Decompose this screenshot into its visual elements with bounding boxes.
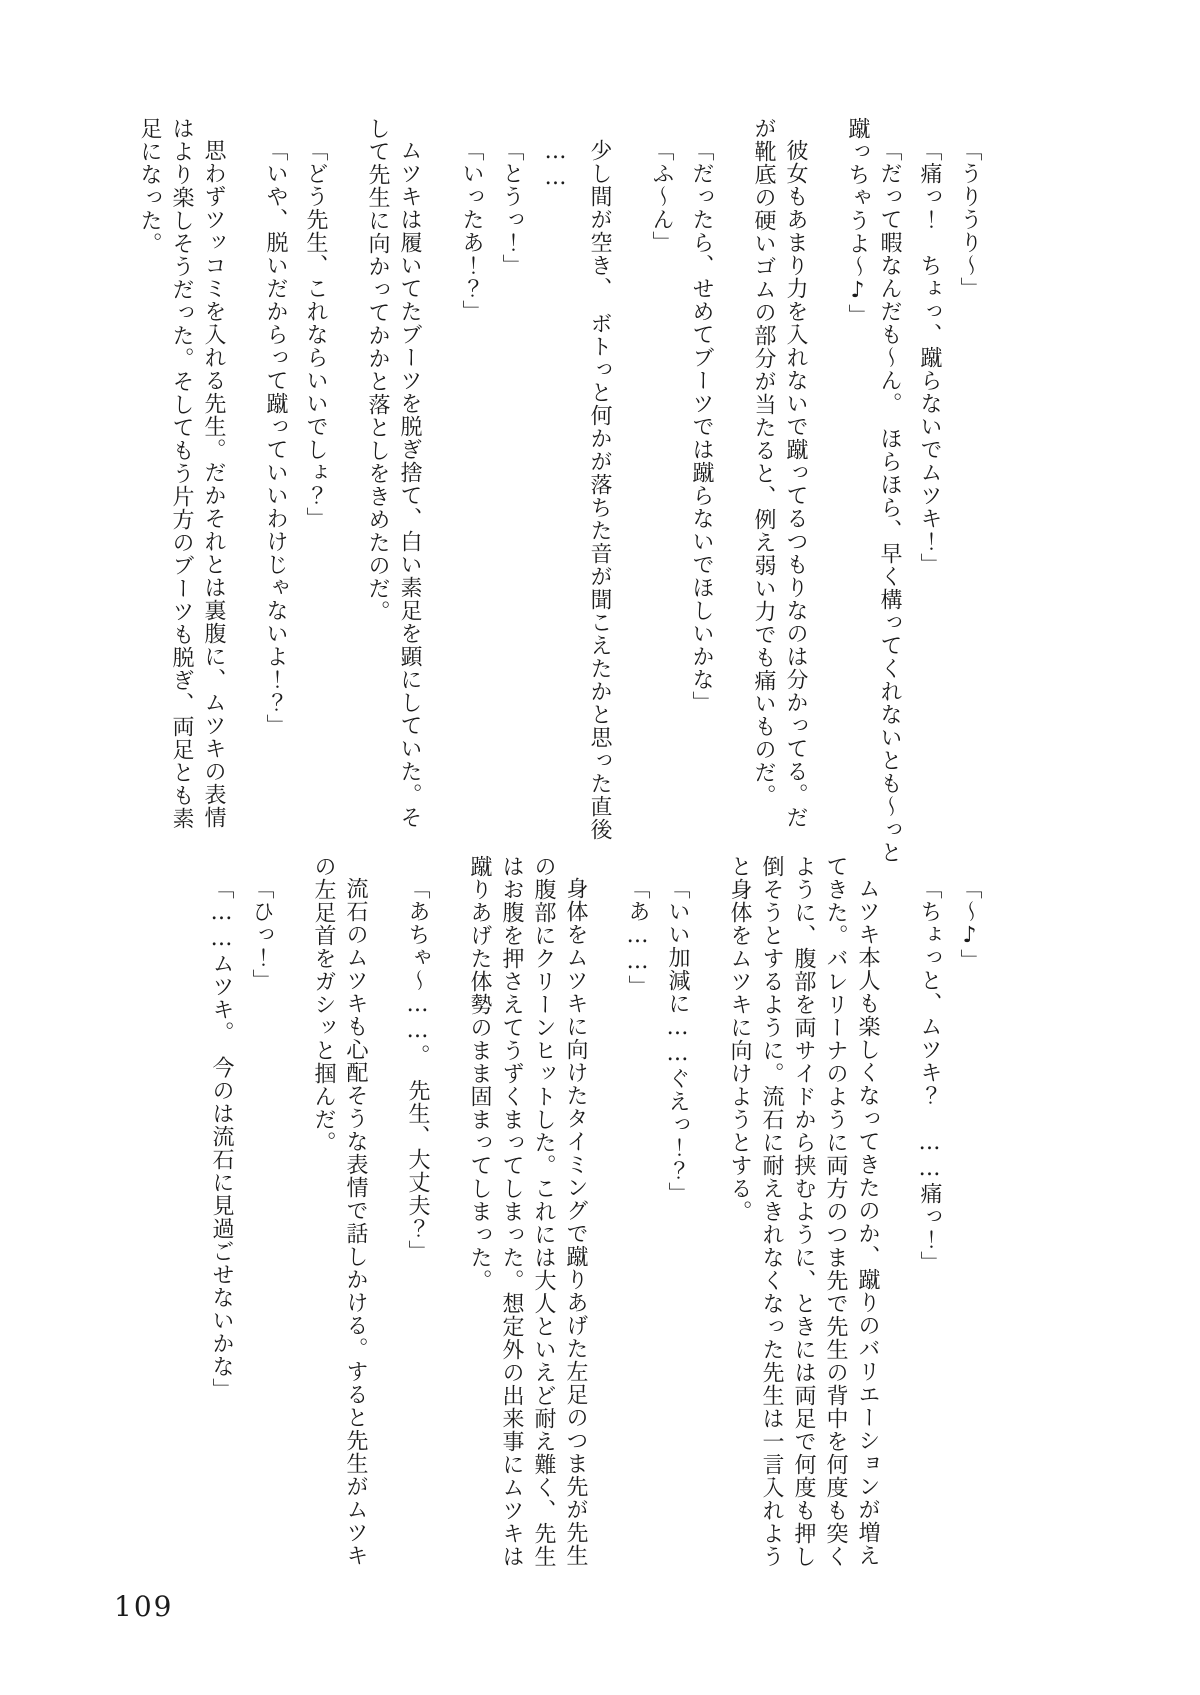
narrative-paragraph <box>361 117 425 917</box>
narrative-line: 少し間が空き、 ボトっと何かが落ちた音が聞こえたかと思った直後 <box>587 139 612 841</box>
dialogue-paragraph <box>953 855 985 1655</box>
dialogue-line: 「あちゃ～……。 先生、大丈夫？」 <box>405 877 430 1263</box>
narrative-line: 身体をムツキに向けたタイミングで蹴りあげた左足のつま先が先生 <box>563 877 588 1567</box>
dialogue-paragraph <box>259 117 291 917</box>
dialogue-line: 「どう先生、これならいいでしょ？」 <box>303 139 328 530</box>
narrative-line: の腹部にクリーンヒットした。これには大人といえど耐え難く、先生 <box>531 855 556 1568</box>
dialogue-line: 「いったあ！？」 <box>459 139 484 323</box>
narrative-line: てきた。バレリーナのように両方のつま先で先生の背中を何度も突く <box>823 855 848 1568</box>
narrative-paragraph <box>307 855 371 1655</box>
dialogue-line: 「～♪」 <box>957 877 982 972</box>
dialogue-paragraph <box>913 117 945 917</box>
narrative-line: ムツキ本人も楽しくなってきたのか、蹴りのバリエーションが増え <box>855 877 880 1567</box>
narrative-line: 足になった。 <box>137 117 162 255</box>
narrative-line: 流石のムツキも心配そうな表情で話しかける。すると先生がムツキ <box>343 877 368 1567</box>
dialogue-line: 「いや、脱いだからって蹴っていいわけじゃないよ！？」 <box>263 139 288 737</box>
narrative-paragraph <box>463 855 591 1655</box>
dialogue-line: 「あ……」 <box>625 877 650 998</box>
ellipsis-line: …… <box>543 139 568 191</box>
dialogue-line: 「ちょっと、ムツキ？ ……痛っ！」 <box>917 877 942 1274</box>
upper-text-block <box>133 117 985 917</box>
narrative-paragraph <box>723 855 883 1655</box>
narrative-paragraph <box>747 117 811 917</box>
narrative-line: はより楽しそうだった。そしてもう片方のブーツも脱ぎ、両足とも素 <box>169 117 194 830</box>
dialogue-line: 「……ムツキ。 今のは流石に見過ごせないかな」 <box>209 877 234 1401</box>
narrative-line: して先生に向かってかかと落としをきめたのだ。 <box>365 117 390 623</box>
dialogue-line: 「だったら、せめてブーツでは蹴らないでほしいかな」 <box>689 139 714 714</box>
dialogue-paragraph <box>661 855 693 1655</box>
narrative-line: の左足首をガシッと掴んだ。 <box>311 855 336 1154</box>
dialogue-paragraph <box>645 117 677 917</box>
dialogue-paragraph <box>401 855 433 1655</box>
dialogue-line: 「痛っ！ ちょっ、蹴らないでムツキ！」 <box>917 139 942 576</box>
narrative-line: が靴底の硬いゴムの部分が当たると、例え弱い力でも痛いものだ。 <box>751 117 776 807</box>
narrative-line: 思わずツッコミを入れる先生。だかそれとは裏腹に、ムツキの表情 <box>201 139 226 829</box>
dialogue-line: 「だって暇なんだも～ん。 ほらほら、早く構ってくれないとも～っと <box>877 139 902 864</box>
narrative-line: はお腹を押さえてうずくまってしまった。想定外の出来事にムツキは <box>499 855 524 1568</box>
dialogue-line: 「ひっ！」 <box>249 877 274 992</box>
dialogue-paragraph <box>299 117 331 917</box>
dialogue-paragraph <box>913 855 945 1655</box>
dialogue-line: 「いい加減に……ぐえっ！？」 <box>665 877 690 1205</box>
narrative-line: と身体をムツキに向けようとする。 <box>727 855 752 1223</box>
dialogue-paragraph <box>621 855 653 1655</box>
dialogue-paragraph <box>245 855 277 1655</box>
dialogue-paragraph <box>953 117 985 917</box>
ellipsis-paragraph <box>539 117 571 917</box>
lower-text-block <box>205 855 985 1655</box>
narrative-line: 倒そうとするように。流石に耐えきれなくなった先生は一言入れよう <box>759 855 784 1568</box>
narrative-line: 彼女もあまり力を入れないで蹴ってるつもりなのは分かってる。だ <box>783 139 808 829</box>
dialogue-paragraph <box>205 855 237 1655</box>
narrative-line: ムツキは履いてたブーツを脱ぎ捨て、白い素足を顕にしていた。そ <box>397 139 422 829</box>
dialogue-line: 蹴っちゃうよ～♪」 <box>845 117 870 327</box>
dialogue-line: 「ふ～ん」 <box>649 139 674 254</box>
narrative-line: ように、腹部を両サイドから挟むように、ときには両足で何度も押し <box>791 855 816 1568</box>
narrative-paragraph <box>133 117 229 917</box>
narrative-paragraph <box>583 117 615 917</box>
dialogue-line: 「とうっ！」 <box>499 139 524 277</box>
dialogue-paragraph <box>495 117 527 917</box>
dialogue-paragraph <box>455 117 487 917</box>
dialogue-paragraph <box>841 117 905 917</box>
page-number: 109 <box>114 1590 174 1623</box>
dialogue-line: 「うりうり～」 <box>957 139 982 300</box>
narrative-line: 蹴りあげた体勢のまま固まってしまった。 <box>467 855 492 1292</box>
dialogue-paragraph <box>685 117 717 917</box>
